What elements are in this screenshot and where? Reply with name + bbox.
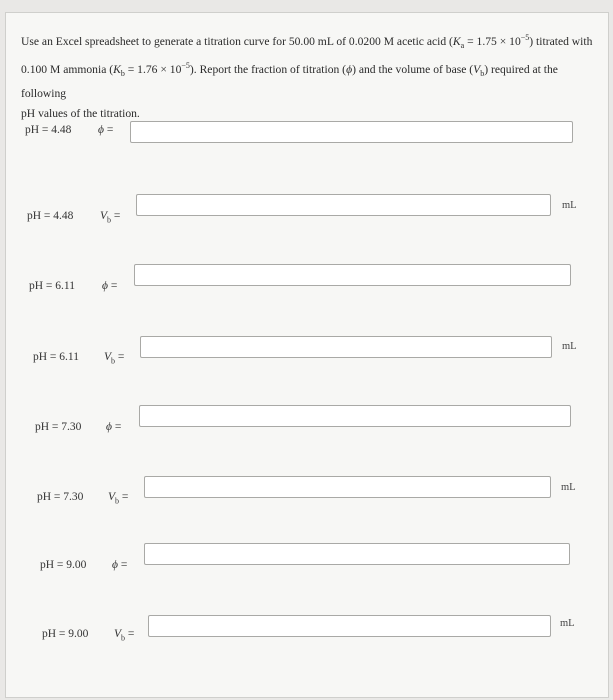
ph-label: pH = 7.30 bbox=[37, 491, 84, 503]
phi-symbol: ϕ bbox=[346, 63, 353, 77]
phi-label: ϕ = bbox=[106, 421, 122, 433]
vb-input[interactable] bbox=[140, 336, 552, 358]
question-text-g: pH values of the titration. bbox=[21, 107, 140, 121]
ka-exponent: −5 bbox=[520, 33, 530, 42]
vb-label: $V_b$ = bbox=[104, 351, 125, 366]
kb-exponent: −5 bbox=[181, 61, 190, 71]
answer-row-vb-730 bbox=[6, 473, 610, 506]
phi-label: ϕ = bbox=[98, 124, 114, 136]
question-card bbox=[5, 12, 609, 698]
phi-input[interactable] bbox=[139, 405, 571, 427]
ml-unit: mL bbox=[562, 341, 577, 352]
ph-label: pH = 9.00 bbox=[42, 628, 89, 640]
question-text-b: ) titrated with bbox=[529, 34, 593, 48]
ml-unit: mL bbox=[561, 482, 576, 493]
vb-input[interactable] bbox=[136, 194, 551, 216]
vb-input[interactable] bbox=[148, 615, 551, 637]
vb-label: $V_b$ = bbox=[108, 491, 129, 506]
phi-label: ϕ = bbox=[112, 559, 128, 571]
ph-label: pH = 7.30 bbox=[35, 421, 82, 433]
kb-subscript: b bbox=[120, 69, 125, 79]
question-text-d: ). Report the fraction of titration ( bbox=[189, 63, 347, 77]
ka-symbol: K bbox=[452, 34, 461, 48]
question-text-a: Use an Excel spreadsheet to generate a titration curve for 50.00 mL of 0.0200 M acetic acid ( bbox=[21, 34, 453, 48]
answer-row-phi-611 bbox=[6, 262, 610, 292]
question-text-f: ) required at the following bbox=[21, 63, 558, 101]
ph-label: pH = 6.11 bbox=[33, 351, 79, 363]
ph-label: pH = 4.48 bbox=[27, 210, 74, 222]
ph-label: pH = 4.48 bbox=[25, 124, 72, 136]
vb-subscript: b bbox=[480, 69, 485, 79]
kb-symbol: K bbox=[113, 63, 121, 77]
vb-input[interactable] bbox=[144, 476, 551, 498]
phi-input[interactable] bbox=[144, 543, 570, 565]
answer-row-phi-900 bbox=[6, 542, 610, 571]
question-text-c: 0.100 M ammonia ( bbox=[21, 63, 114, 77]
vb-symbol: V bbox=[473, 63, 481, 77]
answer-row-phi-730 bbox=[6, 403, 610, 433]
vb-label: $V_b$ = bbox=[100, 210, 121, 225]
ph-label: pH = 6.11 bbox=[29, 280, 75, 292]
answer-row-vb-611 bbox=[6, 333, 610, 366]
question-text bbox=[21, 28, 596, 124]
vb-label: $V_b$ = bbox=[114, 628, 135, 643]
question-text-e: ) and the volume of base ( bbox=[352, 63, 474, 77]
phi-label: ϕ = bbox=[102, 280, 118, 292]
answer-row-phi-448 bbox=[6, 121, 610, 145]
ka-subscript: a bbox=[460, 41, 465, 51]
phi-input[interactable] bbox=[130, 121, 573, 143]
ml-unit: mL bbox=[560, 618, 575, 629]
answer-row-vb-900 bbox=[6, 613, 610, 643]
phi-input[interactable] bbox=[134, 264, 571, 286]
ml-unit: mL bbox=[562, 200, 577, 211]
ph-label: pH = 9.00 bbox=[40, 559, 87, 571]
answer-row-vb-448 bbox=[6, 192, 610, 225]
ka-value: = 1.75 × 10 bbox=[464, 34, 521, 48]
kb-value: = 1.76 × 10 bbox=[124, 63, 182, 77]
